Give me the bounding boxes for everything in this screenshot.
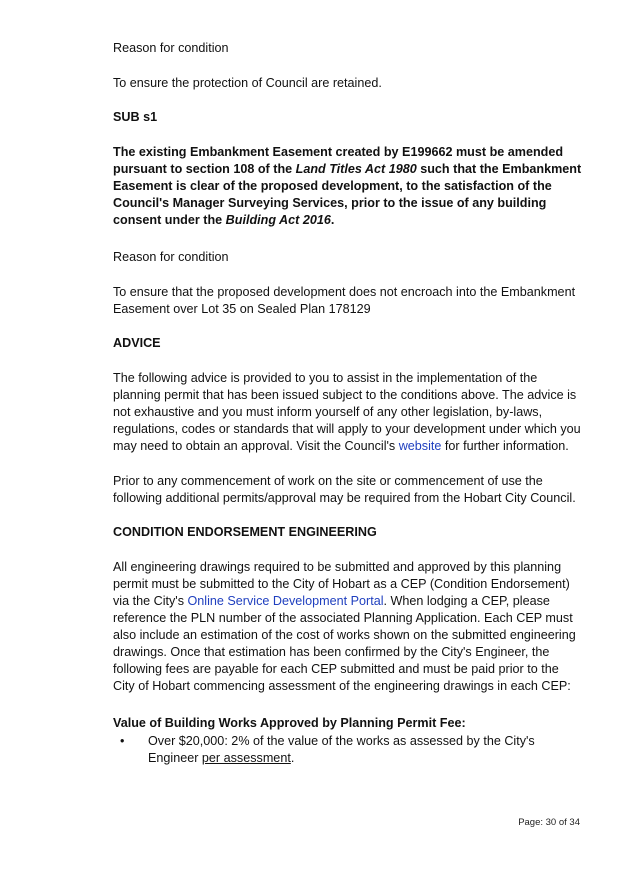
advice-paragraph: [113, 370, 583, 455]
fee-heading: Value of Building Works Approved by Planning Permit Fee:: [113, 716, 466, 730]
advice-text-after: for further information.: [441, 439, 569, 453]
reason-label-1: Reason for condition: [113, 41, 229, 55]
building-act: Building Act 2016: [225, 213, 331, 227]
advice-text: The following advice is provided to you to assist in the implementation of the planning permit that has been issued subject to the conditions above. The advice is not exhaustive and you must inform yourself of any other legislation, by-laws, regulations, codes or standards that will apply to your development under which you may need to obtain an approval. Visit the Council's: [113, 371, 581, 453]
page-number-footer: Page: 30 of 34: [518, 817, 580, 828]
engineering-paragraph: [113, 559, 583, 695]
per-assessment-text: per assessment: [201, 751, 291, 765]
fee-item-after: .: [290, 751, 295, 765]
prior-paragraph: Prior to any commencement of work on the site or commencement of use the following additional permits/approval may be required from the Hobart City Council.: [113, 474, 576, 505]
advice-heading: ADVICE: [113, 336, 161, 350]
fee-bullet-item: [148, 733, 588, 767]
fee-item-text: Over $20,000: 2% of the value of the works as assessed by the City's Engineer: [148, 734, 535, 765]
website-link[interactable]: website: [398, 439, 442, 453]
engineering-heading: CONDITION ENDORSEMENT ENGINEERING: [113, 525, 377, 539]
sub-condition-part2: such that the Embankment Easement is clear of the proposed development, to the satisfaction of the Council's Manager Surveying Services, prior to the issue of any building consent under the: [113, 162, 582, 227]
reason-text-1: To ensure the protection of Council are retained.: [113, 76, 382, 90]
land-titles-act: Land Titles Act 1980: [295, 162, 417, 176]
reason-label-2: Reason for condition: [113, 250, 229, 264]
sub-condition-part1: The existing Embankment Easement created by E199662 must be amended pursuant to section 108 of the: [113, 145, 564, 176]
online-service-portal-link[interactable]: Online Service Development Portal: [187, 594, 384, 608]
engineering-text-after: . When lodging a CEP, please reference the PLN number of the associated Planning Application. Each CEP must also include an estimation of the cost of works shown on the submitted engineering drawings. Once that estimation has been confirmed by the City's Engineer, the following fees are payable for each CEP submitted and must be paid prior to the City of Hobart commencing assessment of the engineering drawings in each CEP:: [113, 594, 576, 693]
bullet-marker: •: [120, 734, 125, 748]
reason-text-2: To ensure that the proposed development does not encroach into the Embankment Easement over Lot 35 on Sealed Plan 178129: [113, 285, 576, 316]
engineering-text-before: All engineering drawings required to be submitted and approved by this planning permit must be submitted to the City of Hobart as a CEP (Condition Endorsement) via the City's: [113, 560, 570, 608]
sub-heading: SUB s1: [113, 110, 158, 124]
sub-condition-part3: .: [330, 213, 335, 227]
sub-condition-text: [113, 144, 585, 229]
